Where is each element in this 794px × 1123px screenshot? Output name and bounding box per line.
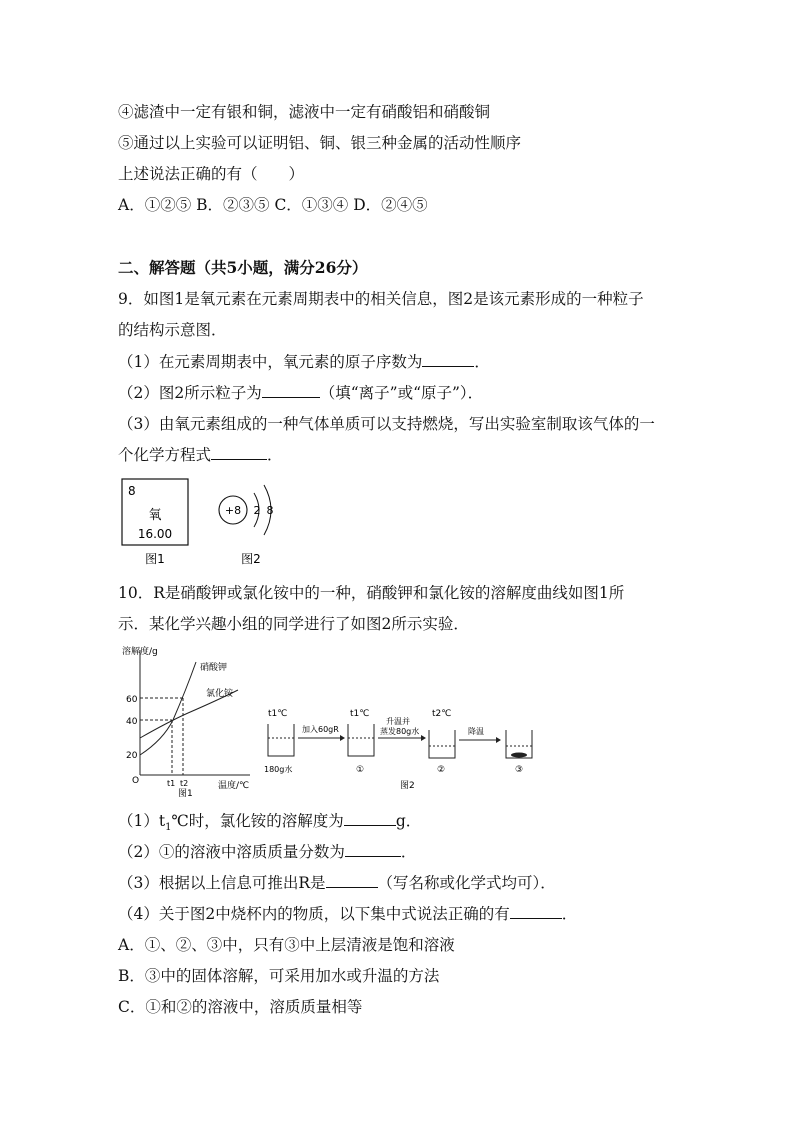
step-2-label-a: 升温并: [386, 717, 410, 726]
answer-blank[interactable]: [211, 445, 267, 460]
shell-2-count: 8: [266, 504, 274, 517]
atomic-mass: 16.00: [137, 527, 173, 541]
series-kno3-label: 硝酸钾: [200, 663, 228, 673]
q10-option-b: B．③中的固体溶解，可采用加水或升温的方法: [118, 967, 440, 985]
beaker-2: [429, 730, 455, 758]
precipitate: [511, 753, 527, 758]
answer-blank[interactable]: [344, 811, 396, 826]
temp-t1a: t1℃: [268, 709, 288, 719]
temp-t1b: t1℃: [350, 709, 370, 719]
element-name: 氧: [148, 508, 162, 523]
step-1-label: 加入60gR: [302, 725, 339, 734]
option-line-5: ⑤通过以上实验可以证明铝、铜、银三种金属的活动性顺序: [118, 134, 522, 152]
series-nh4cl-label: 氯化铵: [206, 689, 234, 699]
fig2-caption: 图2: [400, 781, 415, 791]
answer-choices: A．①②⑤ B．②③⑤ C．①③④ D．②④⑤: [118, 196, 428, 214]
arrow-3-head: [496, 737, 501, 743]
q9-stem-1: 9．如图1是氧元素在元素周期表中的相关信息，图2是该元素形成的一种粒子: [118, 290, 644, 308]
option-line-4: ④滤渣中一定有银和铜，滤液中一定有硝酸铝和硝酸铜: [118, 103, 491, 121]
q9-figures: [118, 475, 288, 570]
answer-blank[interactable]: [510, 904, 562, 919]
series-kno3-curve: [140, 662, 196, 755]
beaker-2-label: ②: [437, 765, 446, 775]
y-axis-label: 溶解度/g: [122, 647, 158, 657]
beaker-1: [348, 724, 374, 756]
question-prompt: 上述说法正确的有（ ）: [118, 165, 305, 183]
nucleus-charge: +8: [224, 504, 242, 517]
arrow-1-head: [340, 735, 345, 741]
atomic-number: 8: [128, 484, 136, 498]
q10-part-3: （3）根据以上信息可推出R是 （写名称或化学式均可）．: [118, 874, 556, 892]
section-title: 二、解答题（共5小题，满分26分）: [118, 258, 368, 277]
y-tick-20: 20: [126, 751, 138, 761]
beaker-1-label: ①: [356, 765, 365, 775]
x-tick-t1: t1: [167, 779, 176, 788]
shell-1-count: 2: [253, 504, 261, 517]
fig2-caption: 图2: [241, 552, 261, 566]
q10-option-c: C．①和②的溶液中，溶质质量相等: [118, 998, 363, 1016]
answer-blank[interactable]: [326, 873, 378, 888]
q10-option-a: A．①、②、③中，只有③中上层清液是饱和溶液: [118, 936, 455, 954]
q10-part-4: （4）关于图2中烧杯内的物质，以下集中式说法正确的有 ．: [118, 905, 578, 923]
beaker-3-label: ③: [515, 765, 524, 775]
chart-caption: 图1: [178, 789, 193, 798]
fig1-caption: 图1: [145, 552, 165, 566]
step-2-label-b: 蒸发80g水: [380, 727, 420, 736]
temp-t2: t2℃: [432, 709, 452, 719]
q9-part-1: （1）在元素周期表中，氧元素的原子序数为 ．: [118, 353, 490, 371]
arrow-2-head: [421, 735, 426, 741]
q10-stem-1: 10．R是硝酸钾或氯化铵中的一种，硝酸钾和氯化铵的溶解度曲线如图1所: [118, 584, 625, 602]
beaker-3: [506, 730, 532, 758]
q10-stem-2: 示．某化学兴趣小组的同学进行了如图2所示实验．: [118, 615, 469, 633]
q9-part-3-cont: 个化学方程式 ．: [118, 446, 283, 464]
origin-label: O: [132, 776, 140, 786]
step-3-label: 降温: [468, 727, 484, 736]
q10-figures: [118, 640, 548, 798]
x-axis-label: 温度/℃: [218, 781, 250, 791]
y-tick-60: 60: [126, 695, 138, 705]
x-tick-t2: t2: [180, 779, 189, 788]
y-tick-40: 40: [126, 717, 138, 727]
answer-blank[interactable]: [345, 842, 401, 857]
beaker-0-label: 180g水: [264, 765, 293, 774]
q9-part-2: （2）图2所示粒子为 （填“离子”或“原子”）．: [118, 384, 484, 402]
q9-stem-2: 的结构示意图．: [118, 321, 227, 339]
q9-part-3: （3）由氧元素组成的一种气体单质可以支持燃烧，写出实验室制取该气体的一: [118, 415, 655, 433]
q10-part-1: $(1)t_1℃$时，氯化铵的溶解度为 g．: [118, 812, 422, 834]
q10-part-2: （2）①的溶液中溶质质量分数为 ．: [118, 843, 417, 861]
beaker-0: [268, 724, 294, 756]
answer-blank[interactable]: [422, 352, 474, 367]
answer-blank[interactable]: [262, 383, 320, 398]
